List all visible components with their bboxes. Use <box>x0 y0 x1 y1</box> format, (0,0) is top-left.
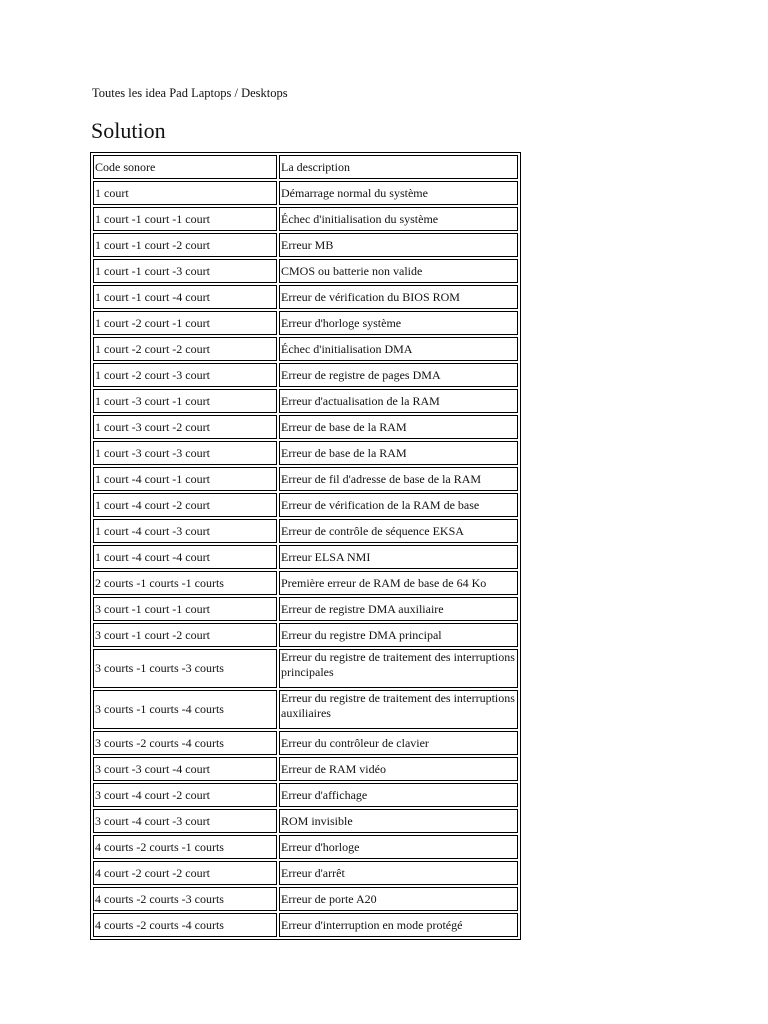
table-row <box>93 861 518 885</box>
table-header-row <box>93 155 518 179</box>
description-cell: ROM invisible <box>279 809 518 833</box>
table-row <box>93 233 518 257</box>
table-row <box>93 597 518 621</box>
beep-code-table <box>90 152 521 940</box>
description-cell: Erreur de RAM vidéo <box>279 757 518 781</box>
table-row <box>93 783 518 807</box>
beep-code-cell: 3 court -1 court -1 court <box>93 597 277 621</box>
page-title: Solution <box>91 118 166 143</box>
description-cell: Erreur MB <box>279 233 518 257</box>
description-cell: Erreur d'horloge système <box>279 311 518 335</box>
table-row <box>93 623 518 647</box>
description-cell: Erreur du contrôleur de clavier <box>279 731 518 755</box>
beep-code-cell: 3 court -3 court -4 court <box>93 757 277 781</box>
beep-code-cell: 1 court -4 court -3 court <box>93 519 277 543</box>
table-row <box>93 311 518 335</box>
description-cell: Erreur de vérification du BIOS ROM <box>279 285 518 309</box>
description-cell: Démarrage normal du système <box>279 181 518 205</box>
description-cell: Erreur de vérification de la RAM de base <box>279 493 518 517</box>
table-row <box>93 519 518 543</box>
description-cell: Erreur du registre de traitement des interruptions principales <box>279 649 518 688</box>
beep-code-cell: 2 courts -1 courts -1 courts <box>93 571 277 595</box>
description-cell: Erreur du registre DMA principal <box>279 623 518 647</box>
description-cell: Erreur d'arrêt <box>279 861 518 885</box>
beep-code-cell: 4 courts -2 courts -3 courts <box>93 887 277 911</box>
beep-code-cell: 4 courts -2 courts -1 courts <box>93 835 277 859</box>
description-cell: Erreur du registre de traitement des interruptions auxiliaires <box>279 690 518 729</box>
table-row <box>93 731 518 755</box>
beep-code-cell: 4 court -2 court -2 court <box>93 861 277 885</box>
beep-code-cell: 1 court -1 court -3 court <box>93 259 277 283</box>
table-row <box>93 181 518 205</box>
table-row <box>93 285 518 309</box>
beep-code-cell: 3 courts -2 courts -4 courts <box>93 731 277 755</box>
table-row <box>93 809 518 833</box>
breadcrumb: Toutes les idea Pad Laptops / Desktops <box>92 86 288 100</box>
beep-code-cell: 3 court -1 court -2 court <box>93 623 277 647</box>
description-cell: Échec d'initialisation du système <box>279 207 518 231</box>
beep-code-cell: 3 court -4 court -2 court <box>93 783 277 807</box>
table-row <box>93 337 518 361</box>
table-row <box>93 493 518 517</box>
description-cell: Erreur d'affichage <box>279 783 518 807</box>
beep-code-cell: 1 court -1 court -4 court <box>93 285 277 309</box>
description-cell: Erreur de registre de pages DMA <box>279 363 518 387</box>
table-row <box>93 363 518 387</box>
table-row <box>93 545 518 569</box>
table-row <box>93 207 518 231</box>
beep-code-cell: 1 court -3 court -2 court <box>93 415 277 439</box>
table-row <box>93 690 518 729</box>
description-cell: Erreur ELSA NMI <box>279 545 518 569</box>
description-cell: Erreur de registre DMA auxiliaire <box>279 597 518 621</box>
beep-code-cell: 4 courts -2 courts -4 courts <box>93 913 277 937</box>
description-cell: Erreur d'interruption en mode protégé <box>279 913 518 937</box>
table-row <box>93 835 518 859</box>
description-cell: Erreur de fil d'adresse de base de la RAM <box>279 467 518 491</box>
beep-code-cell: 3 courts -1 courts -3 courts <box>93 649 277 688</box>
description-cell: Erreur d'horloge <box>279 835 518 859</box>
header-description: La description <box>279 155 518 179</box>
description-cell: Erreur de porte A20 <box>279 887 518 911</box>
description-cell: Erreur de contrôle de séquence EKSA <box>279 519 518 543</box>
table-row <box>93 649 518 688</box>
table-row <box>93 757 518 781</box>
table-row <box>93 415 518 439</box>
beep-code-cell: 1 court -4 court -2 court <box>93 493 277 517</box>
beep-code-cell: 1 court -2 court -3 court <box>93 363 277 387</box>
beep-code-cell: 1 court <box>93 181 277 205</box>
table-row <box>93 259 518 283</box>
table-row <box>93 389 518 413</box>
table-row <box>93 571 518 595</box>
description-cell: Échec d'initialisation DMA <box>279 337 518 361</box>
beep-code-cell: 1 court -1 court -2 court <box>93 233 277 257</box>
description-cell: Erreur de base de la RAM <box>279 441 518 465</box>
beep-code-cell: 3 courts -1 courts -4 courts <box>93 690 277 729</box>
description-cell: Erreur d'actualisation de la RAM <box>279 389 518 413</box>
beep-code-cell: 1 court -4 court -4 court <box>93 545 277 569</box>
beep-code-cell: 1 court -3 court -1 court <box>93 389 277 413</box>
beep-code-cell: 1 court -2 court -1 court <box>93 311 277 335</box>
beep-code-cell: 1 court -2 court -2 court <box>93 337 277 361</box>
table-row <box>93 913 518 937</box>
description-cell: CMOS ou batterie non valide <box>279 259 518 283</box>
beep-code-cell: 3 court -4 court -3 court <box>93 809 277 833</box>
table-row <box>93 467 518 491</box>
table-row <box>93 887 518 911</box>
beep-code-cell: 1 court -4 court -1 court <box>93 467 277 491</box>
description-cell: Première erreur de RAM de base de 64 Ko <box>279 571 518 595</box>
table-row <box>93 441 518 465</box>
beep-code-cell: 1 court -1 court -1 court <box>93 207 277 231</box>
description-cell: Erreur de base de la RAM <box>279 415 518 439</box>
beep-code-cell: 1 court -3 court -3 court <box>93 441 277 465</box>
header-code-sonore: Code sonore <box>93 155 277 179</box>
